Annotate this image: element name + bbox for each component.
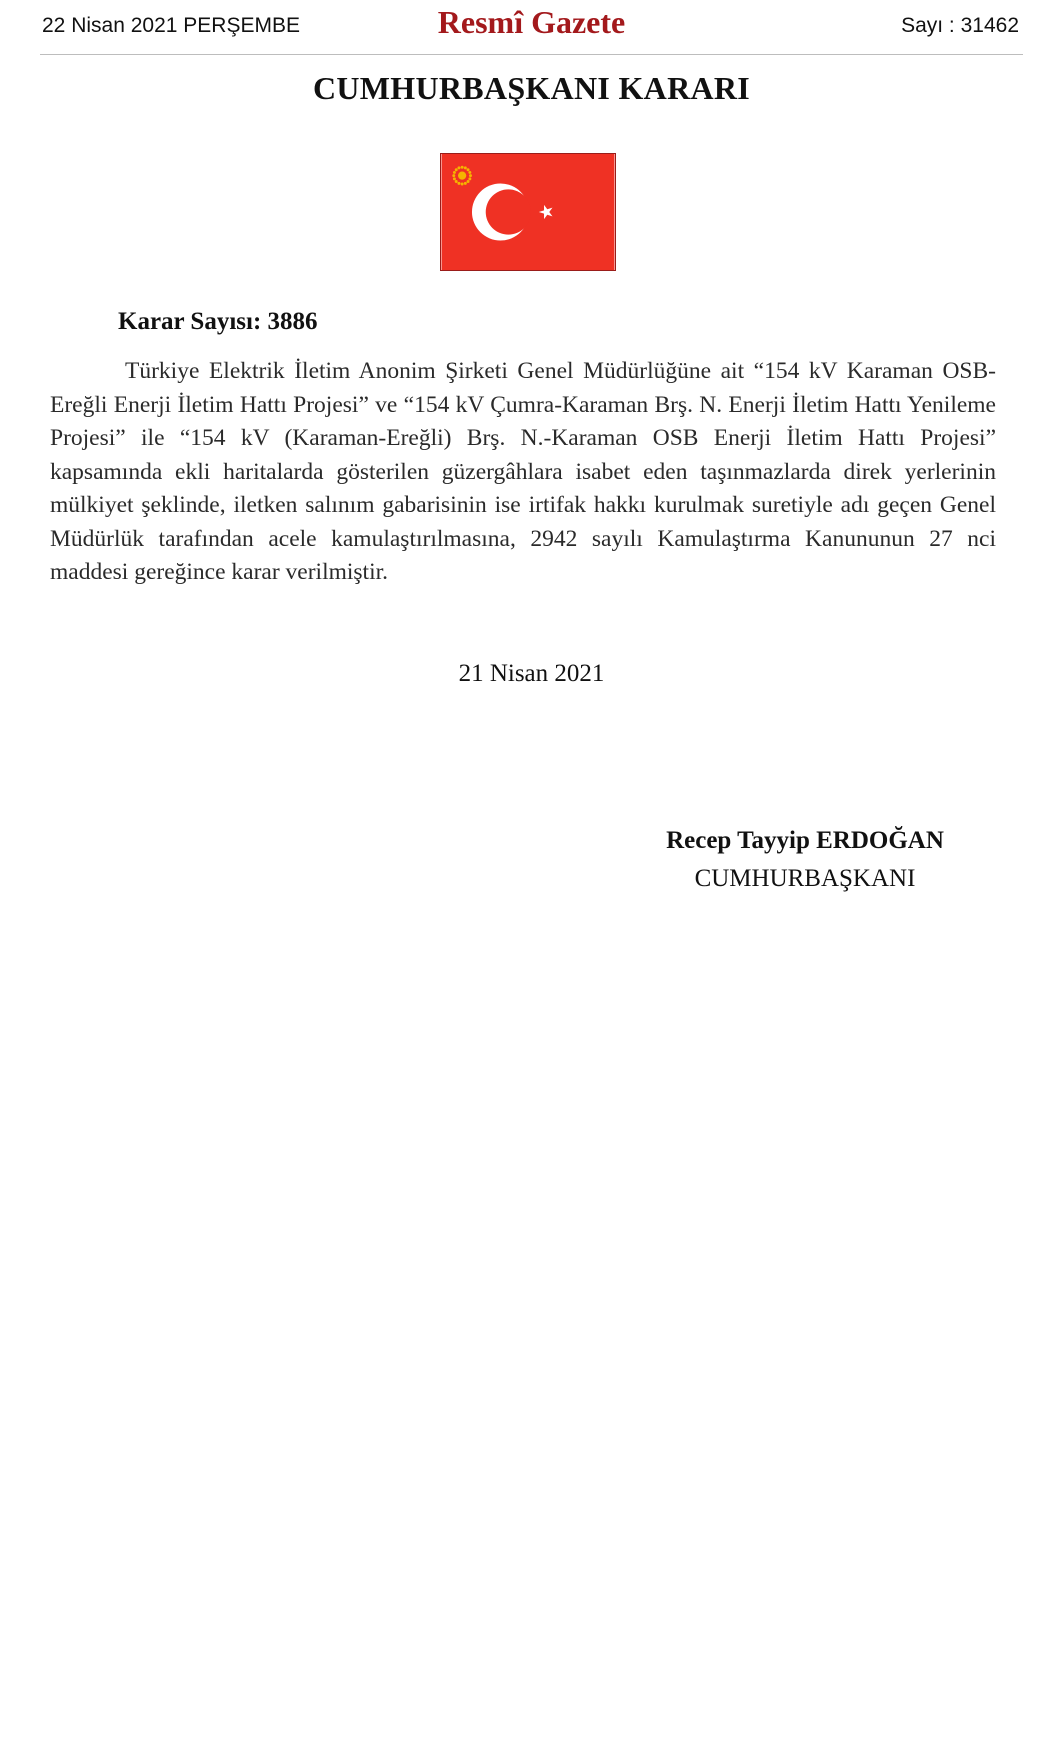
presidential-flag-icon — [440, 153, 616, 271]
sun-ray-star — [453, 177, 456, 180]
signer-name: Recep Tayyip ERDOĞAN — [666, 827, 944, 854]
document-heading: CUMHURBAŞKANI KARARI — [312, 70, 751, 106]
sun-ray-star — [453, 171, 456, 174]
gazette-title: Resmî Gazete — [437, 4, 626, 40]
signature-block — [660, 823, 950, 899]
issue-number: Sayı : 31462 — [901, 14, 1019, 37]
gazette-header — [40, 0, 1023, 55]
sun-ray-star — [461, 183, 464, 186]
sun-ray-star — [468, 177, 471, 180]
sun-ray-star — [457, 166, 460, 169]
sun-ray-star — [455, 168, 458, 171]
decision-date: 21 Nisan 2021 — [458, 660, 605, 687]
sun-ray-star — [457, 182, 460, 185]
sun-ray-star — [452, 174, 455, 177]
sun-ray-star — [461, 166, 464, 169]
sun-ray-star — [468, 171, 471, 174]
signer-title: CUMHURBAŞKANI — [694, 865, 916, 892]
sun-ray-star — [469, 174, 472, 177]
sun-ray-star — [464, 166, 467, 169]
sun-ray-star — [467, 180, 470, 183]
decision-number: Karar Sayısı: 3886 — [118, 308, 318, 335]
decision-body: Türkiye Elektrik İletim Anonim Şirketi Genel Müdürlüğüne ait “154 kV Karaman OSB-Ereğli Enerji İletim Hattı Projesi” ve “154 kV Çumra-Karaman Brş. N. Enerji İletim Hattı Yenileme Projesi” ile “154 kV (Karaman-Ereğli) Brş. N.-Karaman OSB Enerji İletim Hattı Projesi” kapsamında ekli haritalarda gösterilen güzergâhlara isabet eden taşınmazlarda direk yerlerinin mülkiyet şeklinde, iletken salınım gabarisinin ise irtifak hakkı kurulmak suretiyle adı geçen Genel Müdürlük tarafından acele kamulaştırılmasına, 2942 sayılı Kamulaştırma Kanununun 27 nci maddesi gereğince karar verilmiştir. — [50, 358, 996, 585]
sun-ray-star — [464, 182, 467, 185]
publication-date: 22 Nisan 2021 PERŞEMBE — [42, 14, 300, 37]
sun-ray-star — [455, 180, 458, 183]
sun-ray-star — [467, 168, 470, 171]
